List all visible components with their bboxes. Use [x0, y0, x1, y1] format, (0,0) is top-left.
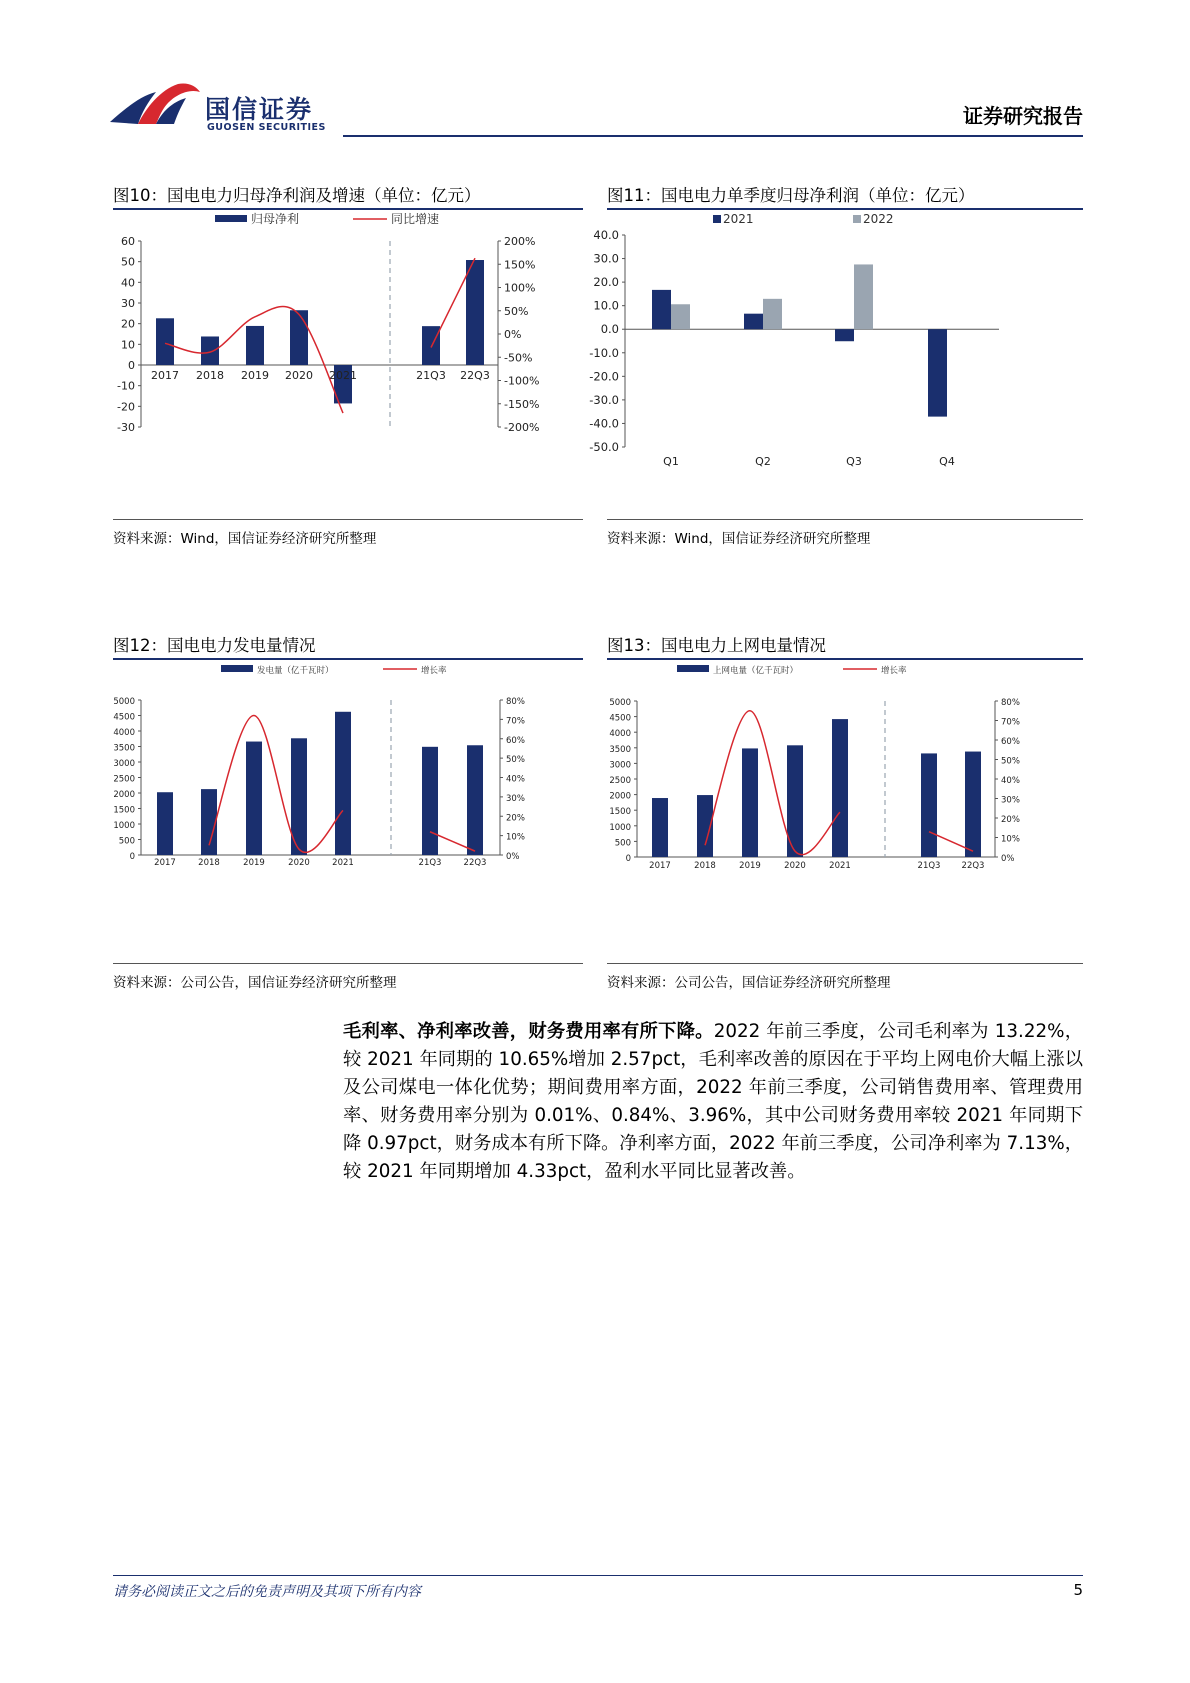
left-tick-label: 10: [121, 338, 135, 352]
bar-2018: [201, 336, 219, 365]
y-tick-label: -50.0: [589, 440, 619, 454]
category-label: 2018: [196, 369, 224, 382]
page-number: 5: [1073, 1581, 1083, 1599]
footer-disclaimer: 请务必阅读正文之后的免责声明及其项下所有内容: [113, 1584, 421, 1600]
y-tick-label: 20.0: [593, 275, 619, 290]
left-tick-label: 5000: [609, 698, 631, 708]
category-label: 2019: [243, 858, 265, 868]
category-label: 2020: [784, 861, 806, 871]
left-tick-label: 4000: [609, 729, 631, 740]
right-tick-label: 100%: [504, 281, 536, 295]
fig10-title: 图10：国电电力归母净利润及增速（单位：亿元）: [113, 186, 481, 205]
category-label: 2021: [329, 369, 357, 382]
left-tick-label: 0: [129, 852, 135, 862]
fig11-title: 图11：国电电力单季度归母净利润（单位：亿元）: [607, 186, 975, 205]
right-tick-label: -150%: [504, 397, 540, 411]
legend-bar-swatch: [215, 215, 247, 222]
left-tick-label: 3500: [609, 744, 631, 755]
left-tick-label: 2500: [113, 774, 135, 785]
bar-Q3-2021: [835, 329, 854, 341]
left-tick-label: 5000: [113, 697, 135, 707]
growth-line-annual: [209, 715, 343, 852]
right-tick-label: 10%: [506, 832, 525, 843]
header-divider: [343, 135, 1083, 137]
bar-22Q3: [466, 260, 484, 365]
logo: [108, 78, 203, 130]
category-label: Q1: [663, 455, 679, 468]
category-label: 2019: [241, 369, 269, 382]
logo-text-cn: 国信证券: [205, 95, 314, 124]
right-tick-label: 50%: [506, 755, 525, 766]
y-tick-label: -40.0: [589, 416, 619, 431]
fig13-top-rule: [607, 658, 1083, 660]
right-tick-label: -100%: [504, 374, 540, 388]
left-tick-label: 2500: [609, 776, 631, 786]
left-tick-label: 3000: [609, 760, 631, 771]
right-tick-label: -50%: [504, 351, 533, 365]
category-label: 2021: [829, 861, 851, 871]
bar-21Q3: [422, 747, 438, 855]
legend-line-label: 同比增速: [391, 212, 440, 226]
fig10-top-rule: [113, 208, 583, 210]
y-tick-label: 40.0: [593, 228, 619, 242]
legend-bar-swatch: [221, 665, 253, 672]
bar-Q2-2022: [763, 299, 782, 329]
y-tick-label: 0.0: [600, 322, 619, 337]
y-tick-label: 10.0: [593, 298, 619, 313]
left-tick-label: 500: [614, 838, 631, 849]
legend-swatch-2021: [713, 215, 721, 223]
bar-Q2-2021: [744, 314, 763, 330]
report-type: 证券研究报告: [963, 104, 1083, 128]
category-label: 2017: [649, 861, 671, 871]
bar-2017: [652, 798, 668, 857]
left-tick-label: -20: [117, 400, 135, 414]
bar-2019: [742, 748, 758, 857]
category-label: Q2: [755, 455, 771, 468]
logo-mark-icon: [108, 78, 203, 130]
left-tick-label: 60: [121, 235, 135, 248]
legend-bar-label: 归母净利: [251, 212, 300, 226]
left-tick-label: 4500: [113, 712, 135, 723]
bar-Q1-2021: [652, 290, 671, 329]
category-label: 2017: [154, 858, 176, 868]
bar-21Q3: [422, 326, 440, 365]
y-tick-label: -30.0: [589, 392, 619, 407]
bar-2017: [157, 792, 173, 855]
bar-22Q3: [467, 745, 483, 855]
legend-line-label: 增长率: [421, 666, 447, 676]
growth-line-annual: [705, 711, 840, 855]
right-tick-label: 200%: [504, 235, 536, 248]
left-tick-label: -30: [117, 421, 135, 434]
left-tick-label: 2000: [609, 791, 631, 802]
left-tick-label: 2000: [113, 790, 135, 800]
left-tick-label: 1000: [609, 822, 631, 833]
category-label: 2020: [288, 858, 310, 868]
category-label: 22Q3: [460, 369, 490, 382]
bar-21Q3: [921, 753, 937, 857]
fig10-bottom-rule: [113, 519, 583, 520]
paragraph-lead: 毛利率、净利率改善，财务费用率有所下降。: [343, 1021, 714, 1042]
legend-line-label: 增长率: [881, 666, 907, 676]
left-tick-label: -10: [117, 379, 135, 393]
left-tick-label: 1500: [609, 807, 631, 818]
legend-bar-label: 上网电量（亿千瓦时）: [713, 666, 799, 676]
left-tick-label: 0: [625, 854, 631, 864]
bar-2021: [335, 712, 351, 855]
bar-2019: [246, 742, 262, 855]
bar-2019: [246, 326, 264, 365]
left-tick-label: 40: [121, 276, 135, 290]
legend-label-2021: 2021: [723, 212, 754, 226]
category-label: 2019: [739, 861, 761, 871]
category-label: 22Q3: [463, 858, 487, 868]
bar-Q1-2022: [671, 304, 690, 329]
right-tick-label: 10%: [1001, 834, 1020, 845]
legend-bar-label: 发电量（亿千瓦时）: [257, 666, 334, 676]
category-label: 2021: [332, 858, 354, 868]
left-tick-label: 3500: [113, 743, 135, 754]
right-tick-label: 150%: [504, 258, 536, 272]
footer-divider: [113, 1575, 1083, 1576]
right-tick-label: 20%: [1001, 815, 1020, 825]
right-tick-label: 0%: [504, 328, 522, 341]
right-tick-label: 70%: [506, 716, 525, 727]
fig13-source: 资料来源：公司公告，国信证券经济研究所整理: [607, 975, 891, 991]
category-label: 2020: [285, 369, 313, 382]
fig12-title: 图12：国电电力发电量情况: [113, 636, 316, 655]
fig10-source: 资料来源：Wind，国信证券经济研究所整理: [113, 531, 377, 547]
category-label: 22Q3: [961, 861, 985, 871]
bar-Q4-2021: [928, 329, 947, 416]
right-tick-label: 40%: [506, 774, 525, 785]
left-tick-label: 4500: [609, 713, 631, 724]
fig11-source: 资料来源：Wind，国信证券经济研究所整理: [607, 531, 871, 547]
left-tick-label: 3000: [113, 759, 135, 769]
category-label: 21Q3: [917, 861, 941, 871]
fig12-source: 资料来源：公司公告，国信证券经济研究所整理: [113, 975, 397, 991]
left-tick-label: 1000: [113, 821, 135, 831]
left-tick-label: 1500: [113, 805, 135, 816]
category-label: 2018: [198, 858, 220, 868]
right-tick-label: 20%: [506, 813, 525, 824]
category-label: 21Q3: [418, 858, 442, 868]
category-label: 2018: [694, 861, 716, 871]
y-tick-label: 30.0: [593, 251, 619, 266]
fig10-chart: [113, 212, 583, 517]
right-tick-label: 80%: [506, 697, 525, 707]
category-label: Q3: [846, 455, 862, 468]
paragraph-body: 2022 年前三季度，公司毛利率为 13.22%，较 2021 年同期的 10.65%增加 2.57pct，毛利率改善的原因在于平均上网电价大幅上涨以及公司煤电一体化优势；期间费用率方面，2022 年前三季度，公司销售费用率、管理费用率、财务费用率分别为 0.01%、0.84%、3.96%，其中公司财务费用率较 2021 年同期下降 0.97pct，财务成本有所下降。净利率方面，2022 年前三季度，公司净利率为 7.13%，较 2021 年同期增加 4.33pct，盈利水平同比显著改善。: [343, 1021, 1083, 1182]
category-label: 21Q3: [416, 369, 446, 382]
bar-2021: [832, 719, 848, 857]
bar-22Q3: [965, 752, 981, 857]
right-tick-label: 60%: [1001, 737, 1020, 747]
analysis-paragraph: [343, 1018, 1083, 1186]
fig11-chart: [589, 212, 1083, 517]
right-tick-label: 50%: [1001, 756, 1020, 767]
right-tick-label: 60%: [506, 735, 525, 746]
right-tick-label: 30%: [1001, 795, 1020, 806]
left-tick-label: 20: [121, 317, 135, 331]
logo-text-en: GUOSEN SECURITIES: [207, 122, 326, 133]
right-tick-label: -200%: [504, 421, 540, 434]
right-tick-label: 40%: [1001, 776, 1020, 786]
y-tick-label: -20.0: [589, 369, 619, 384]
right-tick-label: 80%: [1001, 698, 1020, 708]
category-label: 2017: [151, 369, 179, 382]
right-tick-label: 30%: [506, 793, 525, 804]
fig13-title: 图13：国电电力上网电量情况: [607, 636, 826, 655]
bar-Q3-2022: [854, 264, 873, 329]
right-tick-label: 50%: [504, 304, 529, 318]
left-tick-label: 500: [118, 836, 135, 847]
bar-2020: [290, 310, 308, 365]
category-label: Q4: [939, 455, 955, 468]
right-tick-label: 70%: [1001, 717, 1020, 728]
fig11-bottom-rule: [607, 519, 1083, 520]
legend-bar-swatch: [677, 665, 709, 672]
bar-2017: [156, 318, 174, 365]
left-tick-label: 50: [121, 255, 135, 269]
legend-label-2022: 2022: [863, 212, 894, 226]
left-tick-label: 4000: [113, 728, 135, 738]
fig12-chart: [113, 662, 583, 962]
left-tick-label: 0: [128, 359, 135, 372]
left-tick-label: 30: [121, 297, 135, 310]
legend-swatch-2022: [853, 215, 861, 223]
fig11-top-rule: [607, 208, 1083, 210]
right-tick-label: 0%: [506, 852, 520, 862]
y-tick-label: -10.0: [589, 345, 619, 360]
fig12-top-rule: [113, 658, 583, 660]
fig12-bottom-rule: [113, 963, 583, 964]
right-tick-label: 0%: [1001, 854, 1015, 864]
fig13-bottom-rule: [607, 963, 1083, 964]
fig13-chart: [607, 662, 1083, 962]
